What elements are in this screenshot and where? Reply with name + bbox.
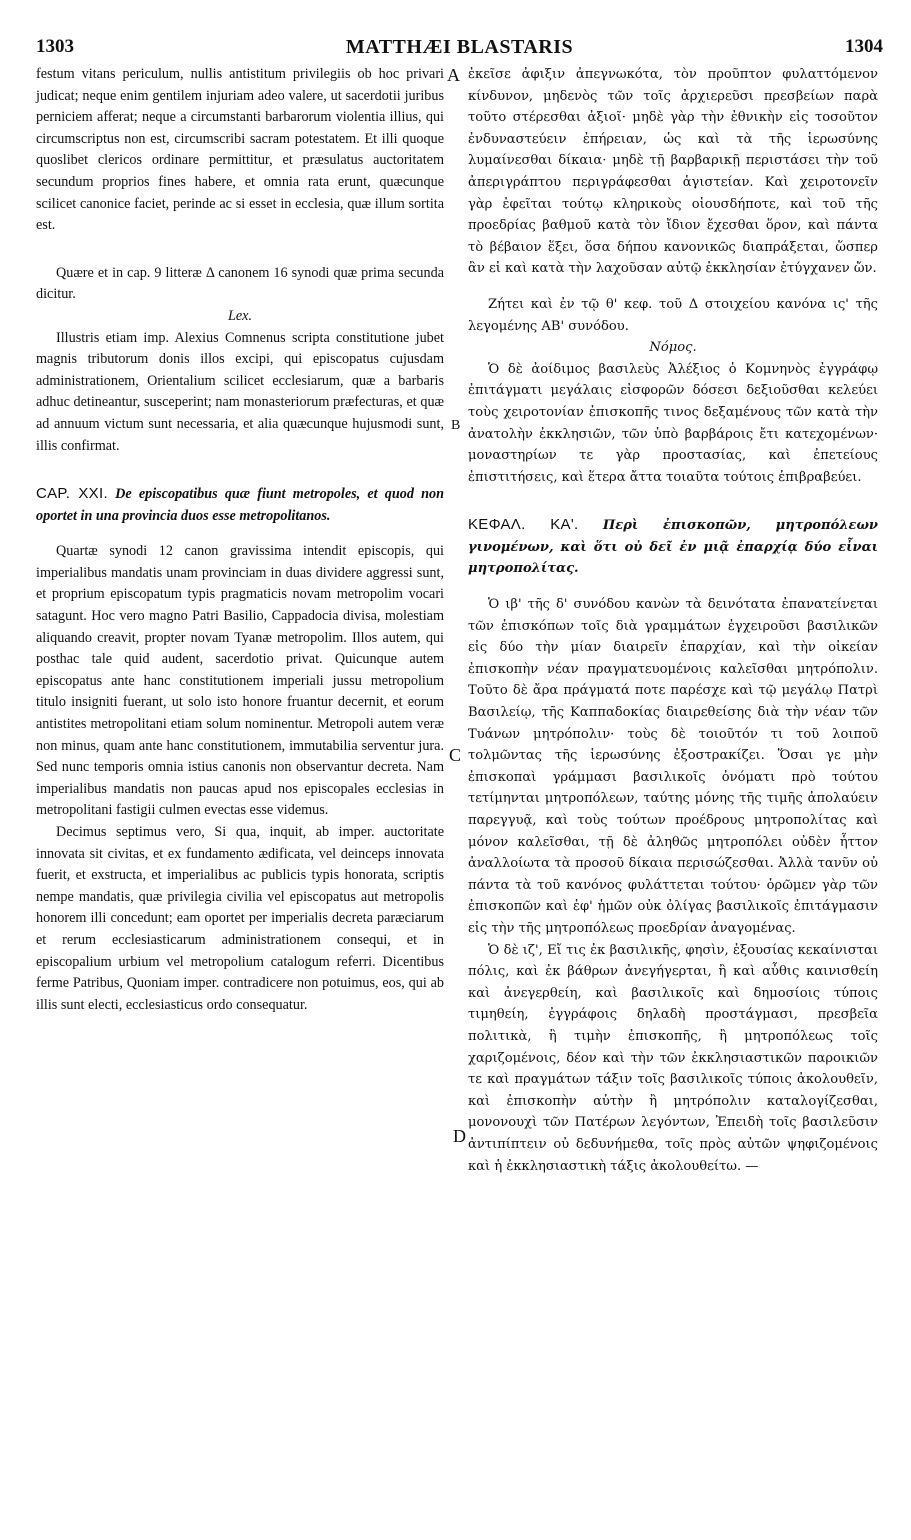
greek-section-heading-nomos: Νόμος. [649,340,697,356]
latin-paragraph-4: Decimus septimus vero, Si qua, inquit, ab imper. auctoritate innovata sit civitas, et ex fundamento ædificata, vel deinceps innovata fuerit, et exstructa, et imperialibus ac publicis typis honorata, scriptis nempe mandatis, quæ privilegia civilia vel episcopatus aut metropolis honorem illi concedunt; eam oportet per imperialis decreta paræciarum et rerum ecclesiasticarum administrationem consequi, et in episcopalium urbium vel metropolium catalogum referri. Dicentibus ferme Patribus, Quoniam imper. contradicere non potuimus, eos, qui ab illis sunt electi, ecclesiasticus ordo consequatur. [36,824,444,1013]
latin-paragraph-2: Illustris etiam imp. Alexius Comnenus scripta constitutione jubet magnis tributorum donis illos excipi, qui episcopatus cujusdam administrationem, Orientalium scilicet ecclesiarum, quæ a barbaris adhuc detineantur, susceperint; nam monasteriorum præfecturas, et quæ ad annuum victum sunt necessaria, et alia quæcunque hujusmodi sunt, illis confirmat. [36,329,444,454]
page-number-left: 1303 [36,36,74,57]
greek-paragraph-4: Ὁ δὲ ιζ', Εἴ τις ἐκ βασιλικῆς, φησὶν, ἐξουσίας κεκαίνισται πόλις, καὶ ἐκ βάθρων ἀνεγήγερται, ἢ καὶ αὖθις καινισθείη καὶ ἀνεγερθείη, καὶ βασιλικοῖς καὶ δημοσίοις τύποις τιμηθείη, ἐγγράφοις δηλαδὴ προστάγμασι, πρεσβεῖα πολιτικὰ, ἢ τιμὴν ἐπισκοπῆς, ἢ μητροπόλεως τοῖς χαριζομένοις, δέον καὶ τὴν τῶν ἐκκλησιαστικῶν παροικιῶν τε καὶ πραγμάτων τάξιν τοῖς βασιλικοῖς τύποις ἀκολουθεῖν, καὶ ἐπισκοπὴν αὐτὴν ἢ μητρόπολιν καταλογίζεσθαι, μονονουχὶ τῶν Πατέρων λεγόντων, Ἐπειδὴ τοῖς βασιλεῦσιν ἀντιπίπτειν οὐ δεδυνήμεθα, τοῖς πρὸς αὐτῶν ψηφιζομένοις καὶ ἡ ἐκκλησιαστικὴ τάξις ἀκολουθείτω. — [468,942,878,1174]
greek-chapter-number: ΚΕΦΑΛ. ΚΑ'. [468,516,579,534]
latin-chapter-heading [36,483,444,527]
greek-paragraph-2: Ὁ δὲ ἀοίδιμος βασιλεὺς Ἀλέξιος ὁ Κομνηνὸς ἐγγράφῳ ἐπιτάγματι μεγάλαις εἰσφορῶν δόσεσι δεξιοῦσθαι κελεύει τοὺς χειροτονίαν ἐπισκοπῆς τινος δεξαμένους τῶν κατὰ τὴν ἀνατολὴν ἐκκλησιῶν, τῶν ὑπὸ βαρβάροις ἔτι κατεχομένων· μοναστηρίων τε γὰρ προστασίας, καὶ ἐπετείους ἐπιστιτήσεις, καὶ ἕτερα ἄττα τοιαῦτα τούτοις ἐπιβραβεύει. [468,361,878,485]
latin-column [36,64,444,1016]
greek-column [468,64,878,1177]
margin-marker-d: D [453,1126,466,1146]
running-title: MATTHÆI BLASTARIS [345,36,574,58]
greek-chapter-title: Περὶ ἐπισκοπῶν, μητροπόλεων γινομένων, καὶ ὅτι οὐ δεῖ ἐν μιᾷ ἐπαρχίᾳ δύο εἶναι μητροπολίτας. [468,518,878,577]
greek-paragraph-1: ἐκεῖσε ἀφιξιν ἀπεγνωκότα, τὸν προῦπτον φυλαττόμενον κίνδυνον, μηδενὸς τῶν τοῖς ἀρχιερεῦσι πρεσβείων παρὰ τοῦτο στέρεσθαι ἀξιοῖ· μηδὲ γὰρ τὴν ἐθνικὴν εἰς τοσοῦτον ἐνδυναστεύειν ἐπήρειαν, ὡς καὶ τὰ τῆς ἱερωσύνης λυμαίνεσθαι δίκαια· μηδὲ τῇ βαρβαρικῇ περιστάσει τὴν τοῦ ἀπεριγράπτου περιγράφεσθαι ἁγιστείαν. Καὶ χειροτονεῖν γὰρ ἐφεῖται τούτῳ κληρικοὺς οἱουσδήποτε, καὶ τοῦ τῆς προεδρίας βαθμοῦ κατὰ τὸν ἴδιον ἔχεσθαι ὅρον, καὶ πάντα τὸ βέβαιον ἕξει, ὅσα δήπου κανονικῶς διαπράξεται, ὥσπερ ἂν εἰ καὶ κατὰ τὴν λαχοῦσαν αὐτῷ ἐκκλησίαν ἐτύγχανεν ὤν. [468,67,878,277]
greek-paragraph-3: Ὁ ιβ' τῆς δ' συνόδου κανὼν τὰ δεινότατα ἐπανατείνεται τῶν ἐπισκόπων τοῖς διὰ γραμμάτων ἐγχειροῦσι βασιλικῶν εἰς δύο τὴν μίαν διαιρεῖν ἐπαρχίαν, καὶ τὴν οἰκείαν ἐπισκοπὴν νέαν πραγματευομένοις καλεῖσθαι μητρόπολιν. Τοῦτο δὲ ἄρα πράγματά ποτε παρέσχε καὶ τῷ μεγάλῳ Πατρὶ Βασιλείῳ, τῆς Καππαδοκίας διαιρεθείσης διὰ τὴν νέαν τῶν Τυάνων μητρόπολιν· τοὺς δὲ τοιοῦτόν τι τοῦ λοιποῦ τολμῶντας τῆς ἱερωσύνης ἐξοστρακίζει. Ὅσαι γε μὴν ἐπισκοπαὶ γράμμασι βασιλικοῖς ὀνόματι πρὸ τούτου τετίμηνται μητροπόλεων, ταύτης μόνης τῆς τιμῆς ἀπολαύειν παρεγγυᾷ, καὶ τοὺς τούτων προέδρους μητροπολίτας καὶ μόνον καλεῖσθαι, τῇ δὲ ἀληθῶς μητροπόλει οὐδὲν ἧττον ἀναλλοίωτα τὰ προσοῦ δίκαια περισώζεσθαι. Ἀλλὰ τανῦν οὐ πάντα τὰ τοῦ κανόνος φυλάττεται τούτου· ὁρῶμεν γὰρ τῶν ἐπισκοπῶν καὶ ἐφ' ἡμῶν οὐκ ὀλίγας βασιλικοῖς ἐπιτάγμασιν εἰς τὴν τῆς μητροπόλεως προεδρίαν ἀναγομένας. [468,597,878,936]
greek-chapter-heading [468,514,878,580]
page-number-right: 1304 [845,36,883,57]
page-header [36,36,883,60]
margin-marker-c: C [449,745,462,765]
latin-chapter-number: CAP. XXI. [36,485,108,503]
latin-paragraph-1: festum vitans periculum, nullis antistitum privilegiis ob hoc privari judicat; neque enim gentilem injuriam adeo valere, ut sacerdotii juribus perniciem afferat; neque a circumstanti barbarorum violentia illius, qui circumscriptus non est, circumscribi sacram potestatem. Et illi quoque quoslibet clericos ordinare permittitur, et præsulatus auctoritatem secundum proprios fines habere, et omnia rata erunt, quæcunque scilicet canonice faciet, perinde ac si esset in ecclesia, quæ illum sortita est. [36,66,444,234]
margin-marker-b: B [451,418,461,433]
greek-cross-reference: Ζήτει καὶ ἐν τῷ θ' κεφ. τοῦ Δ στοιχείου κανόνα ις' τῆς λεγομένης ΑΒ' συνόδου. [468,296,878,334]
margin-marker-a: A [447,65,460,85]
latin-cross-reference: Quære et in cap. 9 litteræ Δ canonem 16 synodi quæ prima secunda dicitur. [36,264,444,303]
latin-section-heading-lex: Lex. [227,307,253,324]
latin-chapter-title: De episcopatibus quæ fiunt metropoles, et quod non oportet in una provincia duos esse metropolitanos. [36,486,445,524]
latin-paragraph-3: Quartæ synodi 12 canon gravissima intendit episcopis, qui imperialibus mandatis unam provinciam in duas dividere aggressi sunt, et proprium episcopatum typis pragmaticis novam metropolim vocari satagunt. Hoc vero magno Patri Basilio, Cappadocia divisa, molestiam aliquando creavit, propter novam Tyanæ metropolim. Illos autem, qui posthac tale quid audent, sacerdotio privat. Quicunque autem episcopatus ante hanc constitutionem imperiali jussu metropolium titulo insigniti fuerant, ut solo isto honore fruantur decernit, et eorum antistites metropolitani etiam solum nominentur. Metropoli autem veræ non minus, quam ante hanc constitutionem, immutabilia serventur jura. Sed nunc temporis omnia istius canonis non observantur decreta. Nam imperialibus mandatis non paucas apud nos episcopales ecclesias in metropolitani fastigii culmen evectas esse videmus. [36,543,444,819]
